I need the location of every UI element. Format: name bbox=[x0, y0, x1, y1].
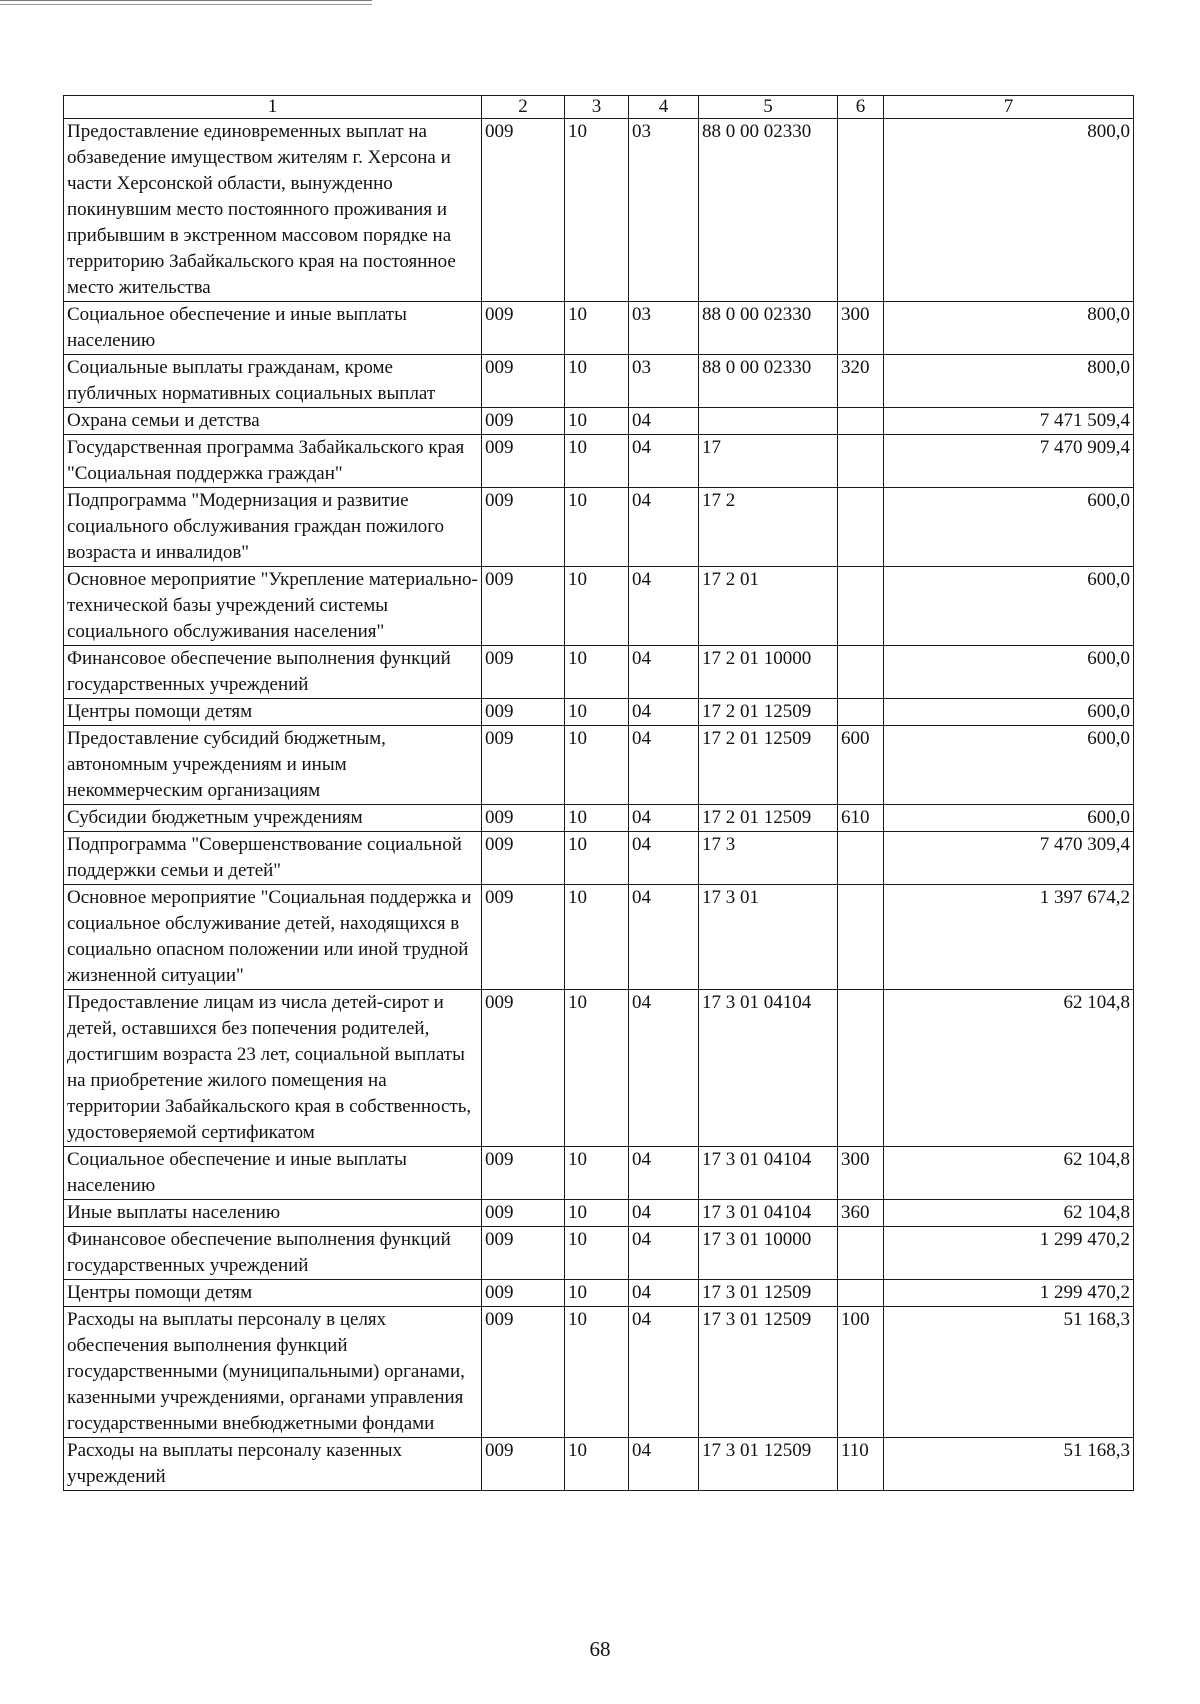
row-amount: 600,0 bbox=[884, 805, 1134, 832]
row-subsection-code: 03 bbox=[629, 302, 699, 355]
row-description: Основное мероприятие "Социальная поддержка и социальное обслуживание детей, находящихся в социально опасном положении или иной трудной жизненной ситуации" bbox=[64, 885, 482, 990]
row-ministry-code: 009 bbox=[482, 408, 565, 435]
row-subsection-code: 04 bbox=[629, 1438, 699, 1491]
row-subsection-code: 04 bbox=[629, 488, 699, 567]
row-target-article-code: 17 3 01 12509 bbox=[699, 1280, 838, 1307]
row-section-code: 10 bbox=[565, 699, 629, 726]
row-target-article-code: 88 0 00 02330 bbox=[699, 302, 838, 355]
row-amount: 800,0 bbox=[884, 119, 1134, 302]
header-col-5: 5 bbox=[699, 96, 838, 119]
row-description: Основное мероприятие "Укрепление материально-технической базы учреждений системы социального обслуживания населения" bbox=[64, 567, 482, 646]
table-body bbox=[64, 119, 1134, 1491]
row-target-article-code: 17 3 01 12509 bbox=[699, 1438, 838, 1491]
row-amount: 600,0 bbox=[884, 488, 1134, 567]
table-row bbox=[64, 832, 1134, 885]
row-expense-type-code bbox=[838, 699, 884, 726]
row-ministry-code: 009 bbox=[482, 302, 565, 355]
table-row bbox=[64, 885, 1134, 990]
table-row bbox=[64, 1307, 1134, 1438]
table-row bbox=[64, 646, 1134, 699]
row-subsection-code: 04 bbox=[629, 1147, 699, 1200]
row-amount: 600,0 bbox=[884, 726, 1134, 805]
row-ministry-code: 009 bbox=[482, 1307, 565, 1438]
row-ministry-code: 009 bbox=[482, 990, 565, 1147]
row-ministry-code: 009 bbox=[482, 1280, 565, 1307]
row-expense-type-code: 600 bbox=[838, 726, 884, 805]
row-section-code: 10 bbox=[565, 488, 629, 567]
row-description: Охрана семьи и детства bbox=[64, 408, 482, 435]
row-ministry-code: 009 bbox=[482, 805, 565, 832]
row-expense-type-code: 320 bbox=[838, 355, 884, 408]
row-target-article-code: 88 0 00 02330 bbox=[699, 119, 838, 302]
header-row bbox=[64, 96, 1134, 119]
row-expense-type-code bbox=[838, 119, 884, 302]
row-target-article-code: 88 0 00 02330 bbox=[699, 355, 838, 408]
page-number: 68 bbox=[589, 1637, 611, 1661]
table-row bbox=[64, 302, 1134, 355]
table-row bbox=[64, 1280, 1134, 1307]
row-target-article-code: 17 3 01 04104 bbox=[699, 990, 838, 1147]
row-expense-type-code bbox=[838, 488, 884, 567]
row-amount: 600,0 bbox=[884, 567, 1134, 646]
row-expense-type-code bbox=[838, 832, 884, 885]
row-description: Субсидии бюджетным учреждениям bbox=[64, 805, 482, 832]
table-row bbox=[64, 990, 1134, 1147]
row-ministry-code: 009 bbox=[482, 646, 565, 699]
row-amount: 62 104,8 bbox=[884, 990, 1134, 1147]
row-expense-type-code bbox=[838, 408, 884, 435]
row-ministry-code: 009 bbox=[482, 832, 565, 885]
row-section-code: 10 bbox=[565, 408, 629, 435]
row-expense-type-code: 360 bbox=[838, 1200, 884, 1227]
scan-top-rule bbox=[0, 0, 372, 1]
row-amount: 7 470 309,4 bbox=[884, 832, 1134, 885]
row-ministry-code: 009 bbox=[482, 885, 565, 990]
table-row bbox=[64, 567, 1134, 646]
table-row bbox=[64, 119, 1134, 302]
row-ministry-code: 009 bbox=[482, 435, 565, 488]
row-subsection-code: 04 bbox=[629, 1280, 699, 1307]
row-target-article-code: 17 2 01 12509 bbox=[699, 726, 838, 805]
row-ministry-code: 009 bbox=[482, 488, 565, 567]
row-description: Предоставление лицам из числа детей-сирот и детей, оставшихся без попечения родителей, достигшим возраста 23 лет, социальной выплаты на приобретение жилого помещения на территории Забайкальского края в собственность, удостоверяемой сертификатом bbox=[64, 990, 482, 1147]
row-ministry-code: 009 bbox=[482, 567, 565, 646]
row-subsection-code: 04 bbox=[629, 408, 699, 435]
row-expense-type-code bbox=[838, 990, 884, 1147]
row-target-article-code: 17 2 01 12509 bbox=[699, 805, 838, 832]
row-subsection-code: 04 bbox=[629, 805, 699, 832]
budget-table bbox=[63, 95, 1134, 1491]
row-amount: 51 168,3 bbox=[884, 1307, 1134, 1438]
row-section-code: 10 bbox=[565, 1227, 629, 1280]
row-expense-type-code: 610 bbox=[838, 805, 884, 832]
row-ministry-code: 009 bbox=[482, 119, 565, 302]
row-subsection-code: 04 bbox=[629, 646, 699, 699]
row-target-article-code: 17 3 01 04104 bbox=[699, 1147, 838, 1200]
row-subsection-code: 04 bbox=[629, 1307, 699, 1438]
table-row bbox=[64, 1147, 1134, 1200]
row-section-code: 10 bbox=[565, 805, 629, 832]
row-section-code: 10 bbox=[565, 885, 629, 990]
row-section-code: 10 bbox=[565, 990, 629, 1147]
row-description: Предоставление субсидий бюджетным, автономным учреждениям и иным некоммерческим организациям bbox=[64, 726, 482, 805]
table-row bbox=[64, 1227, 1134, 1280]
row-subsection-code: 04 bbox=[629, 1227, 699, 1280]
row-expense-type-code bbox=[838, 646, 884, 699]
table-row bbox=[64, 355, 1134, 408]
row-target-article-code: 17 3 01 10000 bbox=[699, 1227, 838, 1280]
row-ministry-code: 009 bbox=[482, 355, 565, 408]
row-ministry-code: 009 bbox=[482, 1438, 565, 1491]
header-col-6: 6 bbox=[838, 96, 884, 119]
row-description: Центры помощи детям bbox=[64, 699, 482, 726]
header-col-1: 1 bbox=[64, 96, 482, 119]
row-subsection-code: 04 bbox=[629, 990, 699, 1147]
row-section-code: 10 bbox=[565, 435, 629, 488]
row-target-article-code: 17 3 01 04104 bbox=[699, 1200, 838, 1227]
row-target-article-code: 17 3 01 12509 bbox=[699, 1307, 838, 1438]
scan-top-rule-2 bbox=[0, 4, 372, 5]
row-ministry-code: 009 bbox=[482, 1227, 565, 1280]
row-ministry-code: 009 bbox=[482, 726, 565, 805]
header-col-2: 2 bbox=[482, 96, 565, 119]
row-expense-type-code bbox=[838, 885, 884, 990]
row-expense-type-code bbox=[838, 435, 884, 488]
row-amount: 62 104,8 bbox=[884, 1200, 1134, 1227]
row-amount: 800,0 bbox=[884, 302, 1134, 355]
row-description: Государственная программа Забайкальского края "Социальная поддержка граждан" bbox=[64, 435, 482, 488]
header-col-7: 7 bbox=[884, 96, 1134, 119]
row-section-code: 10 bbox=[565, 832, 629, 885]
row-section-code: 10 bbox=[565, 302, 629, 355]
table-row bbox=[64, 408, 1134, 435]
row-description: Предоставление единовременных выплат на обзаведение имуществом жителям г. Херсона и части Херсонской области, вынужденно покинувшим место постоянного проживания и прибывшим в экстренном массовом порядке на территорию Забайкальского края на постоянное место жительства bbox=[64, 119, 482, 302]
row-section-code: 10 bbox=[565, 1280, 629, 1307]
row-target-article-code: 17 2 01 12509 bbox=[699, 699, 838, 726]
row-description: Социальное обеспечение и иные выплаты населению bbox=[64, 302, 482, 355]
row-section-code: 10 bbox=[565, 646, 629, 699]
row-expense-type-code: 300 bbox=[838, 302, 884, 355]
row-description: Финансовое обеспечение выполнения функций государственных учреждений bbox=[64, 1227, 482, 1280]
row-section-code: 10 bbox=[565, 1307, 629, 1438]
row-subsection-code: 03 bbox=[629, 355, 699, 408]
row-ministry-code: 009 bbox=[482, 1200, 565, 1227]
row-target-article-code bbox=[699, 408, 838, 435]
row-section-code: 10 bbox=[565, 119, 629, 302]
row-description: Расходы на выплаты персоналу в целях обеспечения выполнения функций государственными (муниципальными) органами, казенными учреждениями, органами управления государственными внебюджетными фондами bbox=[64, 1307, 482, 1438]
row-subsection-code: 03 bbox=[629, 119, 699, 302]
row-subsection-code: 04 bbox=[629, 726, 699, 805]
row-description: Иные выплаты населению bbox=[64, 1200, 482, 1227]
table-row bbox=[64, 488, 1134, 567]
row-section-code: 10 bbox=[565, 355, 629, 408]
table-row bbox=[64, 805, 1134, 832]
row-target-article-code: 17 bbox=[699, 435, 838, 488]
row-section-code: 10 bbox=[565, 1438, 629, 1491]
table-header bbox=[64, 96, 1134, 119]
row-subsection-code: 04 bbox=[629, 567, 699, 646]
row-amount: 7 471 509,4 bbox=[884, 408, 1134, 435]
row-amount: 7 470 909,4 bbox=[884, 435, 1134, 488]
row-target-article-code: 17 2 01 bbox=[699, 567, 838, 646]
table-row bbox=[64, 435, 1134, 488]
row-amount: 600,0 bbox=[884, 699, 1134, 726]
row-description: Расходы на выплаты персоналу казенных учреждений bbox=[64, 1438, 482, 1491]
table-row bbox=[64, 1438, 1134, 1491]
row-description: Подпрограмма "Модернизация и развитие социального обслуживания граждан пожилого возраста и инвалидов" bbox=[64, 488, 482, 567]
row-section-code: 10 bbox=[565, 726, 629, 805]
row-amount: 1 397 674,2 bbox=[884, 885, 1134, 990]
row-amount: 1 299 470,2 bbox=[884, 1280, 1134, 1307]
row-amount: 1 299 470,2 bbox=[884, 1227, 1134, 1280]
table-row bbox=[64, 726, 1134, 805]
row-target-article-code: 17 3 01 bbox=[699, 885, 838, 990]
row-subsection-code: 04 bbox=[629, 1200, 699, 1227]
row-description: Социальное обеспечение и иные выплаты населению bbox=[64, 1147, 482, 1200]
table-row bbox=[64, 699, 1134, 726]
row-description: Подпрограмма "Совершенствование социальной поддержки семьи и детей" bbox=[64, 832, 482, 885]
row-expense-type-code bbox=[838, 567, 884, 646]
row-subsection-code: 04 bbox=[629, 699, 699, 726]
row-expense-type-code: 110 bbox=[838, 1438, 884, 1491]
row-subsection-code: 04 bbox=[629, 885, 699, 990]
header-col-3: 3 bbox=[565, 96, 629, 119]
row-section-code: 10 bbox=[565, 1147, 629, 1200]
row-target-article-code: 17 2 01 10000 bbox=[699, 646, 838, 699]
row-amount: 51 168,3 bbox=[884, 1438, 1134, 1491]
row-expense-type-code: 300 bbox=[838, 1147, 884, 1200]
row-amount: 62 104,8 bbox=[884, 1147, 1134, 1200]
row-expense-type-code bbox=[838, 1227, 884, 1280]
row-description: Социальные выплаты гражданам, кроме публичных нормативных социальных выплат bbox=[64, 355, 482, 408]
row-description: Центры помощи детям bbox=[64, 1280, 482, 1307]
row-ministry-code: 009 bbox=[482, 699, 565, 726]
row-ministry-code: 009 bbox=[482, 1147, 565, 1200]
row-target-article-code: 17 3 bbox=[699, 832, 838, 885]
row-subsection-code: 04 bbox=[629, 832, 699, 885]
row-target-article-code: 17 2 bbox=[699, 488, 838, 567]
row-description: Финансовое обеспечение выполнения функций государственных учреждений bbox=[64, 646, 482, 699]
row-amount: 600,0 bbox=[884, 646, 1134, 699]
header-col-4: 4 bbox=[629, 96, 699, 119]
row-expense-type-code: 100 bbox=[838, 1307, 884, 1438]
row-section-code: 10 bbox=[565, 1200, 629, 1227]
row-subsection-code: 04 bbox=[629, 435, 699, 488]
row-expense-type-code bbox=[838, 1280, 884, 1307]
table-row bbox=[64, 1200, 1134, 1227]
row-section-code: 10 bbox=[565, 567, 629, 646]
row-amount: 800,0 bbox=[884, 355, 1134, 408]
